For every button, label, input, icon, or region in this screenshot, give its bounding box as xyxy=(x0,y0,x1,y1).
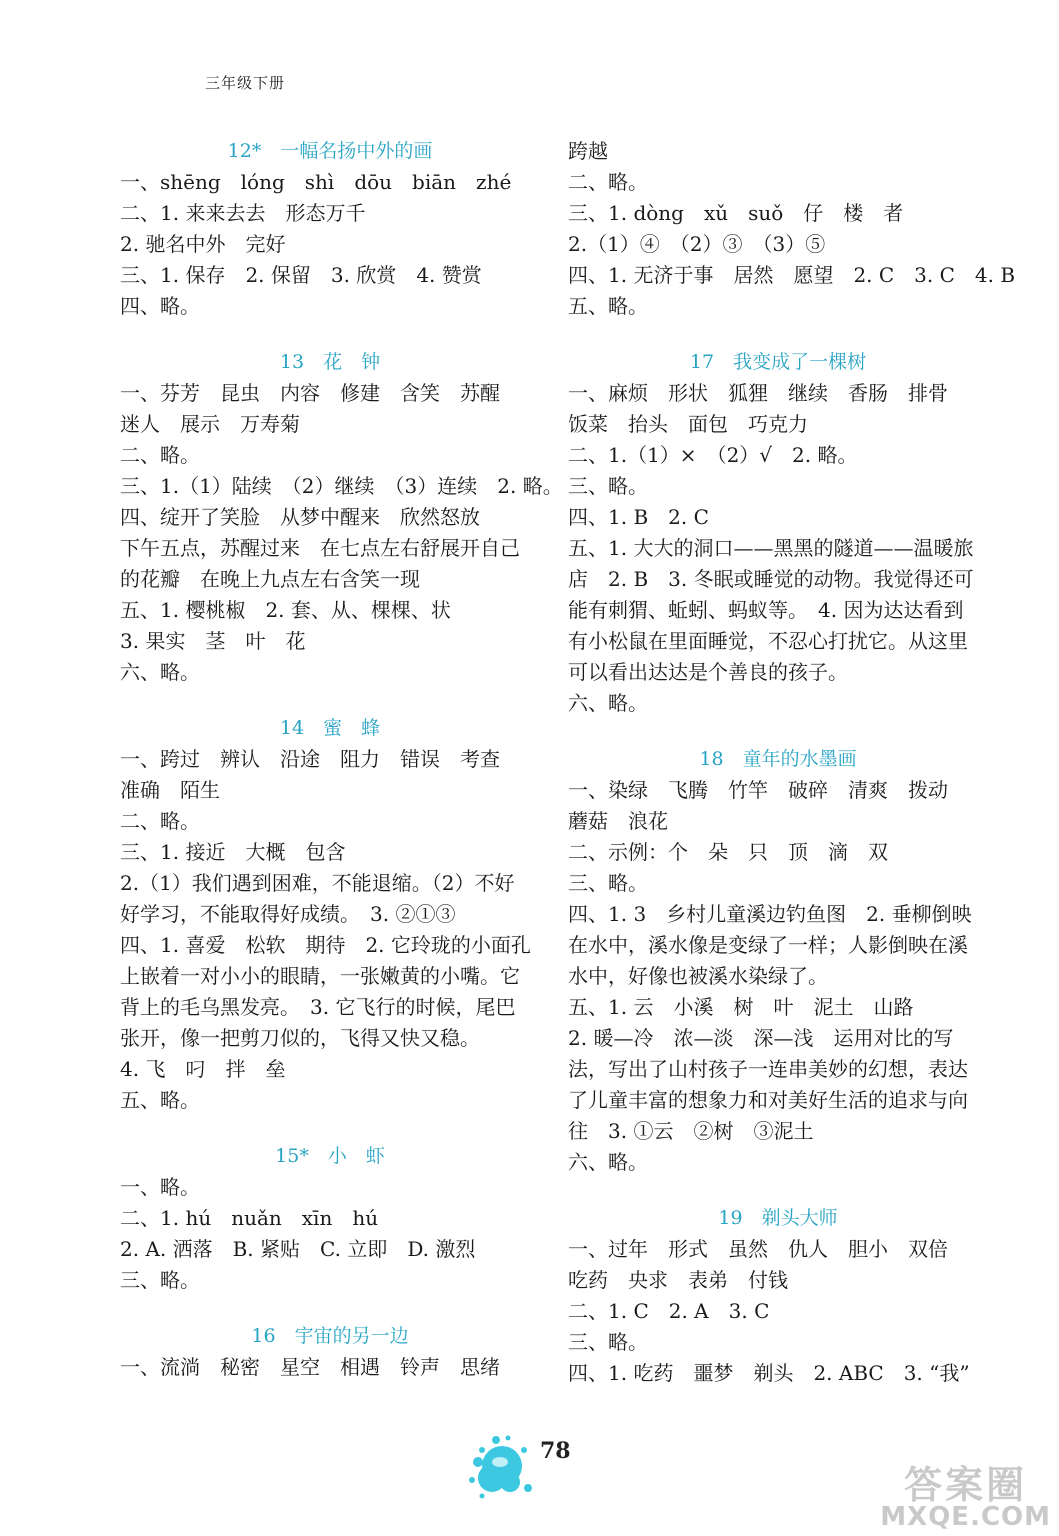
answer-line: 的花瓣 在晚上九点左右含笑一现 xyxy=(120,567,420,591)
section-spacer xyxy=(120,322,540,347)
answer-line: 能有刺猬、蚯蚓、蚂蚁等。 4. 因为达达看到 xyxy=(568,598,964,622)
section-spacer xyxy=(120,688,540,713)
answer-line: 有小松鼠在里面睡觉，不忍心打扰它。从这里 xyxy=(568,629,968,653)
answer-line: 饭菜 抬头 面包 巧克力 xyxy=(568,412,808,436)
lesson-title: 12* 一幅名扬中外的画 xyxy=(227,140,433,162)
answer-line: 五、略。 xyxy=(568,294,648,318)
answer-line: 二、示例：个 朵 只 顶 滴 双 xyxy=(568,840,888,864)
answer-line: 法，写出了山村孩子一连串美妙的幻想，表达 xyxy=(568,1057,968,1081)
section-spacer xyxy=(568,719,988,744)
answer-line: 三、略。 xyxy=(568,1330,648,1354)
answer-line: 五、略。 xyxy=(120,1088,200,1112)
answer-line: 二、1. hú nuǎn xīn hú xyxy=(120,1206,379,1230)
right-column xyxy=(568,136,1016,1389)
answer-line: 四、绽开了笑脸 从梦中醒来 欣然怒放 xyxy=(120,505,480,529)
lesson-title: 17 我变成了一棵树 xyxy=(689,351,867,373)
answer-line: 店 2. B 3. 冬眠或睡觉的动物。我觉得还可 xyxy=(568,567,974,591)
answer-line: 四、1. B 2. C xyxy=(568,505,709,529)
answer-line: 一、芬芳 昆虫 内容 修建 含笑 苏醒 xyxy=(120,381,500,405)
answer-line: 2.（1）我们遇到困难，不能退缩。（2）不好 xyxy=(120,871,515,895)
answer-line: 三、1. 接近 大概 包含 xyxy=(120,840,346,864)
watermark-bottom: MXQE.COM xyxy=(880,1502,1051,1532)
answer-line: 二、1. C 2. A 3. C xyxy=(568,1299,770,1323)
answer-line: 水中，好像也被溪水染绿了。 xyxy=(568,964,828,988)
answer-line: 一、流淌 秘密 星空 相遇 铃声 思绪 xyxy=(120,1355,500,1379)
answer-line: 三、略。 xyxy=(568,871,648,895)
answer-line: 4. 飞 叼 拌 垒 xyxy=(120,1057,286,1081)
water-splash-icon xyxy=(452,1418,542,1508)
answer-line: 一、染绿 飞腾 竹竿 破碎 清爽 拨动 xyxy=(568,778,948,802)
answer-line: 六、略。 xyxy=(120,660,200,684)
page-footer xyxy=(452,1418,592,1508)
answer-line: 四、略。 xyxy=(120,294,200,318)
answer-line: 吃药 央求 表弟 付钱 xyxy=(568,1268,788,1292)
answer-line: 二、略。 xyxy=(120,443,200,467)
answer-line: 六、略。 xyxy=(568,691,648,715)
answer-line: 在水中，溪水像是变绿了一样；人影倒映在溪 xyxy=(568,933,968,957)
answer-line: 三、略。 xyxy=(568,474,648,498)
answer-line: 可以看出达达是个善良的孩子。 xyxy=(568,660,848,684)
answer-line: 三、略。 xyxy=(120,1268,200,1292)
answer-line: 下午五点，苏醒过来 在七点左右舒展开自己 xyxy=(120,536,520,560)
lesson-title: 13 花 钟 xyxy=(279,351,381,373)
lesson-title: 14 蜜 蜂 xyxy=(279,717,381,739)
answer-line: 一、跨过 辨认 沿途 阻力 错误 考查 xyxy=(120,747,500,771)
answer-line: 三、1. 保存 2. 保留 3. 欣赏 4. 赞赏 xyxy=(120,263,482,287)
answer-line: 往 3. ①云 ②树 ③泥土 xyxy=(568,1119,814,1143)
answer-line: 四、1. 3 乡村儿童溪边钓鱼图 2. 垂柳倒映 xyxy=(568,902,972,926)
answer-line: 张开，像一把剪刀似的，飞得又快又稳。 xyxy=(120,1026,480,1050)
answer-line: 了儿童丰富的想象力和对美好生活的追求与向 xyxy=(568,1088,968,1112)
lesson-title: 18 童年的水墨画 xyxy=(699,748,857,770)
lesson-title: 15* 小 虾 xyxy=(275,1145,385,1167)
answer-line: 2. 驰名中外 完好 xyxy=(120,232,286,256)
answer-line: 蘑菇 浪花 xyxy=(568,809,668,833)
answer-line: 二、1. 来来去去 形态万千 xyxy=(120,201,366,225)
answer-line: 背上的毛乌黑发亮。 3. 它飞行的时候，尾巴 xyxy=(120,995,516,1019)
answer-line: 二、略。 xyxy=(120,809,200,833)
answer-line: 一、麻烦 形状 狐狸 继续 香肠 排骨 xyxy=(568,381,948,405)
left-column xyxy=(120,136,563,1383)
answer-line: 三、1. dòng xǔ suǒ 仔 楼 者 xyxy=(568,201,904,225)
section-spacer xyxy=(120,1296,540,1321)
answer-line: 四、1. 无济于事 居然 愿望 2. C 3. C 4. B xyxy=(568,263,1016,287)
answer-line: 2. A. 洒落 B. 紧贴 C. 立即 D. 激烈 xyxy=(120,1237,476,1261)
answer-line: 准确 陌生 xyxy=(120,778,220,802)
section-spacer xyxy=(568,1178,988,1203)
answer-line: 五、1. 大大的洞口——黑黑的隧道——温暖旅 xyxy=(568,536,974,560)
answer-line: 三、1.（1）陆续 （2）继续 （3）连续 2. 略。 xyxy=(120,474,563,498)
watermark-top: 答案圈 xyxy=(904,1463,1028,1507)
section-spacer xyxy=(568,322,988,347)
answer-line: 二、1.（1）× （2）√ 2. 略。 xyxy=(568,443,858,467)
answer-line: 上嵌着一对小小的眼睛，一张嫩黄的小嘴。它 xyxy=(120,964,520,988)
answer-line: 六、略。 xyxy=(568,1150,648,1174)
page-number: 78 xyxy=(540,1438,571,1464)
answer-line: 一、过年 形式 虽然 仇人 胆小 双倍 xyxy=(568,1237,948,1261)
answer-line: 一、略。 xyxy=(120,1175,200,1199)
section-spacer xyxy=(120,1116,540,1141)
answer-line: 好学习，不能取得好成绩。 3. ②①③ xyxy=(120,902,456,926)
answer-line: 3. 果实 茎 叶 花 xyxy=(120,629,306,653)
lesson-title: 19 剃头大师 xyxy=(718,1207,838,1229)
site-watermark xyxy=(880,1463,1051,1532)
answer-line: 五、1. 云 小溪 树 叶 泥土 山路 xyxy=(568,995,914,1019)
answer-line: 四、1. 吃药 噩梦 剃头 2. ABC 3. “我” xyxy=(568,1361,970,1385)
answer-line: 2. 暖—冷 浓—淡 深—浅 运用对比的写 xyxy=(568,1026,954,1050)
answer-line: 四、1. 喜爱 松软 期待 2. 它玲珑的小面孔 xyxy=(120,933,531,957)
answer-line: 二、略。 xyxy=(568,170,648,194)
answer-line: 一、shēng lóng shì dōu biān zhé xyxy=(120,170,512,194)
grade-header: 三年级下册 xyxy=(205,74,286,92)
answer-line: 2.（1）④ （2）③ （3）⑤ xyxy=(568,232,826,256)
lesson-title: 16 宇宙的另一边 xyxy=(251,1325,409,1347)
answer-line: 跨越 xyxy=(568,139,608,163)
answer-line: 五、1. 樱桃椒 2. 套、从、棵棵、状 xyxy=(120,598,451,622)
answer-line: 迷人 展示 万寿菊 xyxy=(120,412,300,436)
